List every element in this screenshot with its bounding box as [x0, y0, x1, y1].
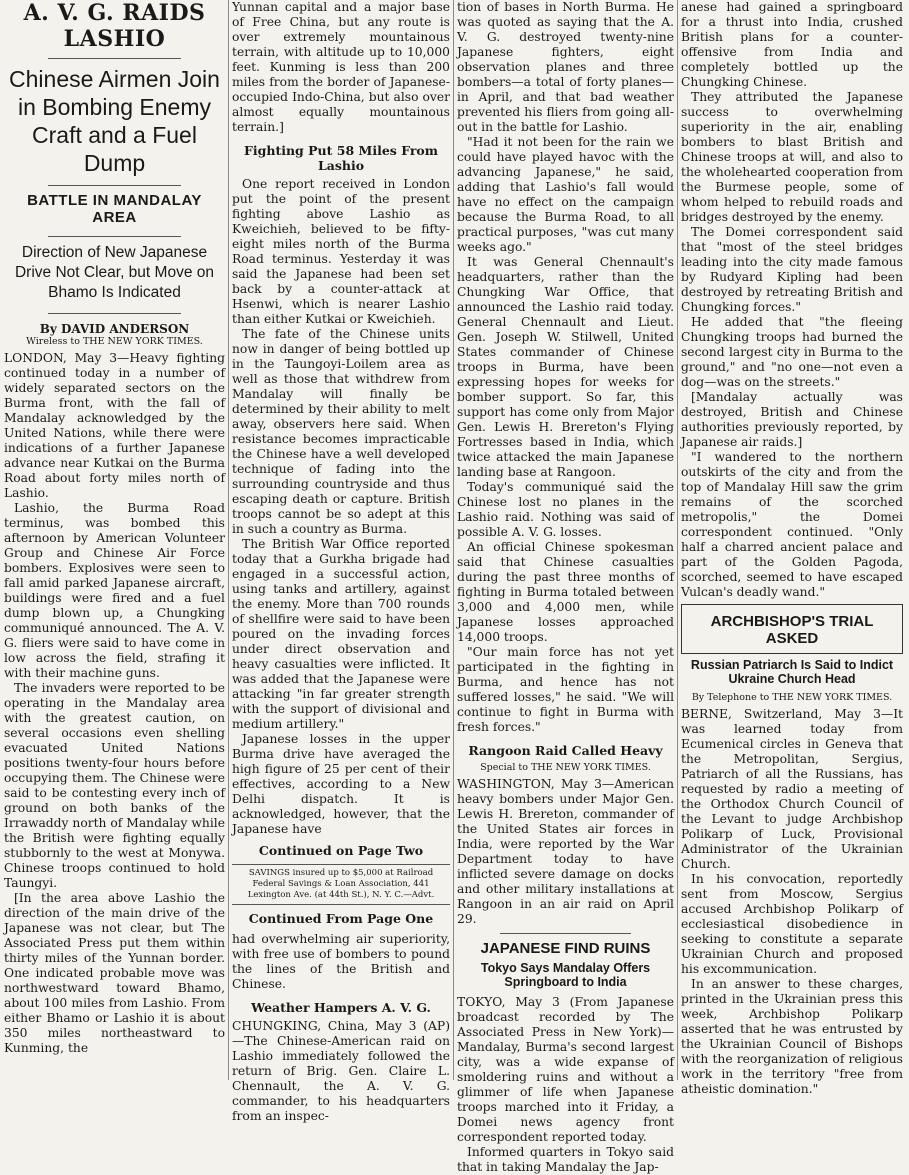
paragraph: It was General Chennault's headquarters, rather than the Chungking War Office, that announced the Lashio raid today. General Chennault and Lieut. Gen. Joseph W. Stilwell, United States commander of Chinese troops in Burma, have been expressing hopes for weeks for bomber support. So far, this support has come only from Major Gen. Lewis H. Brereton's Flying Fortresses based in India, which twice attacked the main Japanese landing base at Rangoon. [457, 255, 674, 479]
paragraph: BERNE, Switzerland, May 3—It was learned today from Ecumenical circles in Geneva that the Metropolitan, Sergius, Patriarch of all the Russians, has requested by radio a meeting of the Orthodox Church Council of the Levant to judge Archbishop Polikarp of Luck, Provisional Administrator of the Ukrainian Church. [681, 707, 903, 871]
archbishop-headline-box [681, 604, 903, 654]
column-rule [228, 0, 229, 1080]
paragraph: TOKYO, May 3 (From Japanese broadcast recorded by The Associated Press in New York)—Mandalay, Burma's second largest city, was a wide expanse of smoldering ruins and without a glimmer of life when Japanese troops marched into it Friday, a Domei news agency front correspondent reported today. [457, 995, 674, 1144]
paragraph: In his convocation, reportedly sent from Moscow, Sergius accused Archbishop Polikarp of ecclesiastical disobedience in seeking to constitute a separate Ukrainian Church and proposed his excommunication. [681, 872, 903, 976]
wire-credit: Wireless to THE NEW YORK TIMES. [26, 336, 203, 347]
paragraph: The Domei correspondent said that "most of the steel bridges leading into the city made famous by Rudyard Kipling had been destroyed by retreating British and Chungking forces." [681, 225, 903, 314]
paragraph: The invaders were reported to be operating in the Mandalay area with the greatest caution, on several occasions even shelling evacuated United Nations positions twenty-four hours before occupying them. The Chinese were said to be contesting every inch of ground on both banks of the Irrawaddy north of Mandalay while the British were fighting equally stubbornly to the west at Monywa. Chinese troops continued to hold Taungyi. [4, 681, 225, 890]
subheadline-direction: Direction of New Japanese Drive Not Clear, but Move on Bhamo Is Indicated [14, 244, 214, 301]
paragraph: Japanese losses in the upper Burma drive have averaged the high figure of 25 per cent of their effectives, according to a New Delhi dispatch. It is acknowledged, however, that the Japanese have [232, 732, 450, 836]
headline-archbishop-trial: ARCHBISHOP'S TRIAL ASKED [710, 613, 874, 647]
paragraph: [Mandalay actually was destroyed, British and Chinese authorities previously reported, by Japanese air raids.] [681, 390, 903, 449]
divider [48, 313, 181, 314]
paragraph: [In the area above Lashio the direction of the main drive of the Japanese was not clear, but The Associated Press put them within thirty miles of the Yunnan border. One indicated probable move was northwestward toward Bhamo, about 100 miles from Lashio. From either Bhamo or Lashio it is about 350 miles northeastward to Kunming, the [4, 891, 225, 1055]
subhead-rangoon-raid: Rangoon Raid Called Heavy [468, 743, 663, 758]
divider [48, 185, 181, 186]
paragraph: They attributed the Japanese success to overwhelming superiority in the air, enabling bombers to blast British and Chinese troops at will, and also to the wholehearted cooperation from the Burmese people, some of whom helped to rebuild roads and bridges destroyed by the enemy. [681, 90, 903, 224]
paragraph: "Our main force has not yet participated in the fighting in Burma, and hence has not suffered losses," he said. "We will continue to fight in Burma with fresh forces." [457, 645, 674, 734]
column-4 [681, 0, 903, 1096]
paragraph: In an answer to these charges, printed in the Ukrainian press this week, Archbishop Polikarp asserted that he was entrusted by the Ukrainian Council of Bishops with the reorganization of religious work in the territory "free from atheistic domination." [681, 977, 903, 1096]
paragraph: tion of bases in North Burma. He was quoted as saying that the A. V. G. destroyed twenty-nine Japanese fighters, eight observation planes and three bombers—a total of forty planes—in April, and that bad weather prevented his fliers from going all-out in the battle for Lashio. [457, 0, 674, 134]
divider [48, 58, 181, 59]
paragraph: WASHINGTON, May 3—American heavy bombers under Major Gen. Lewis H. Brereton, commander of the United States air forces in India, were reported by the War Department today to have inflicted severe damage on docks and other military installations at Rangoon in an air raid on April 29. [457, 777, 674, 926]
headline-chinese-airmen: Chinese Airmen Join in Bombing Enemy Craft and a Fuel Dump [9, 66, 220, 176]
paragraph: Lashio, the Burma Road terminus, was bombed this afternoon by American Volunteer Group and Chinese Air Force bombers. Explosives were seen to fall amid parked Japanese aircraft, buildings were fired and a fuel dump blown up, a Chungking communiqué announced. The A. V. G. fliers were said to have come in low across the field, strafing it with their machine guns. [4, 501, 225, 680]
paragraph: anese had gained a springboard for a thrust into India, crushed British plans for a counter-offensive from India and completely bottled up the Chungking Chinese. [681, 0, 903, 89]
column-rule [453, 0, 454, 1080]
byline: By DAVID ANDERSON [39, 322, 190, 336]
headline-japanese-find-ruins: JAPANESE FIND RUINS [480, 940, 651, 957]
column-2 [232, 0, 450, 1123]
divider [500, 933, 630, 934]
paragraph: LONDON, May 3—Heavy fighting continued today in a number of widely separated sectors on the Burma front, with the fall of Mandalay acknowledged by the United Nations, while there were indications of a further Japanese advance near Kutkai on the Burma Road about forty miles north of Lashio. [4, 351, 225, 500]
paragraph: Informed quarters in Tokyo said that in taking Mandalay the Jap- [457, 1145, 674, 1174]
paragraph: "I wandered to the northern outskirts of the city and from the top of Mandalay Hill saw the grim remains of the scorched metropolis," the Domei correspondent continued. "Only half a charred ancient palace and part of the Golden Pagoda, scorched, seemed to have escaped Vulcan's deadly wand." [681, 450, 903, 599]
continued-on-page-two: Continued on Page Two [258, 843, 424, 858]
subheadline-tokyo-says: Tokyo Says Mandalay Offers Springboard to India [480, 961, 651, 989]
paragraph: He added that "the fleeing Chungking troops had burned the second largest city in Burma to the ground," and "no one—not even a dog—was on the streets." [681, 315, 903, 389]
headline-avg-raids-lashio: A. V. G. RAIDS LASHIO [23, 0, 206, 52]
paragraph: Today's communiqué said the Chinese lost no planes in the Lashio raid. Nothing was said of possible A. V. G. losses. [457, 480, 674, 539]
subhead-fighting-58-miles: Fighting Put 58 Miles From Lashio [244, 143, 438, 173]
paragraph: Yunnan capital and a major base of Free China, but any route is over extremely mountainous terrain, with altitude up to 10,000 feet. Kunming is less than 200 miles from the border of Japanese-occupied Indo-China, but also over almost equally mountainous terrain.] [232, 0, 450, 134]
paragraph: An official Chinese spokesman said that Chinese casualties during the past three months of fighting in Burma totaled between 3,000 and 4,000 men, while Japanese losses approached 14,000 troops. [457, 540, 674, 644]
paragraph: The fate of the Chinese units now in danger of being bottled up in the Taungoyi-Loilem area as well as those that withdrew from Mandalay will finally be determined by their ability to melt away, observers here said. When resistance becomes impracticable the Chinese have a well developed technique of fading into the surrounding countryside and thus escaping death or capture. British troops cannot be so adept at this in such a country as Burma. [232, 327, 450, 536]
wire-credit: By Telephone to THE NEW YORK TIMES. [691, 692, 893, 703]
savings-advertisement: SAVINGS insured up to $5,000 at Railroad Federal Savings & Loan Association, 441 Lexington Ave. (at 44th St.), N. Y. C.—Advt. [232, 864, 450, 905]
divider [48, 236, 181, 237]
paragraph: The British War Office reported today that a Gurkha brigade had engaged in a successful action, using tanks and artillery, against the enemy. More than 700 rounds of shellfire were said to have been poured on the invading forces under direct observation and heavy casualties were inflicted. It was added that the Japanese were attacking "in far greater strength with the support of divisional and medium artillery." [232, 537, 450, 731]
subheadline-russian-patriarch: Russian Patriarch Is Said to Indict Ukraine Church Head [690, 658, 894, 686]
column-1 [4, 0, 225, 1080]
paragraph: had overwhelming air superiority, with free use of bombers to pound the lines of the British and Chinese. [232, 932, 450, 991]
subhead-weather-hampers: Weather Hampers A. V. G. [251, 1000, 431, 1015]
wire-credit: Special to THE NEW YORK TIMES. [480, 762, 651, 773]
column-3 [457, 0, 674, 1174]
continued-from-page-one: Continued From Page One [248, 911, 434, 926]
deck-battle-mandalay: BATTLE IN MANDALAY AREA [27, 192, 202, 226]
column-rule [677, 0, 678, 1080]
paragraph: CHUNGKING, China, May 3 (AP)—The Chinese-American raid on Lashio immediately followed the return of Brig. Gen. Claire L. Chennault, the A. V. G. commander, to his headquarters from an inspec- [232, 1019, 450, 1123]
paragraph: One report received in London put the point of the present fighting above Lashio as Kweichieh, believed to be fifty-eight miles north of the Burma Road terminus. Yesterday it was said the Japanese had been set back by a counter-attack at Hsenwi, which is nearer Lashio than either Kutkai or Kweichieh. [232, 177, 450, 326]
paragraph: "Had it not been for the rain we could have played havoc with the advancing Japanese," he said, adding that Lashio's fall would have no effect on the campaign because the Burma Road, to all practical purposes, "was cut many weeks ago." [457, 135, 674, 254]
